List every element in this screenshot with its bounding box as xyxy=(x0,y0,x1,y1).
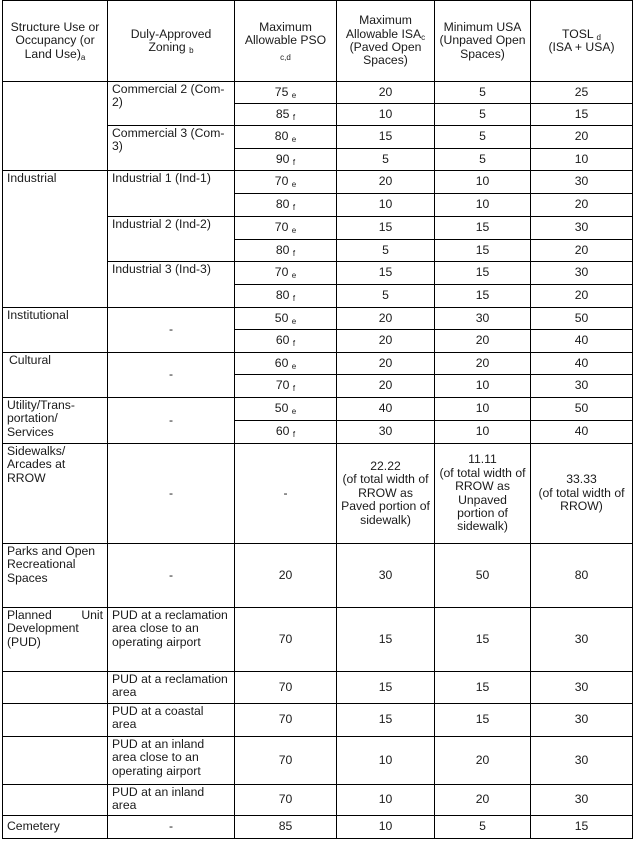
tosl-cell: 15 xyxy=(531,104,633,126)
pso-cell: 70 $_e$ xyxy=(235,171,337,194)
tosl-cell: 30 xyxy=(531,217,633,240)
isa-cell: 30 xyxy=(337,421,435,444)
pso-cell: 70 xyxy=(235,608,337,672)
isa-cell: 20 xyxy=(337,353,435,375)
usa-cell: 50 xyxy=(435,544,531,608)
use-cell-empty xyxy=(3,785,108,816)
isa-cell: 10 xyxy=(337,194,435,217)
open-space-requirements-table xyxy=(2,0,633,839)
pso-cell: 50 $_e$ xyxy=(235,398,337,421)
usa-cell: 15 xyxy=(435,608,531,672)
use-cell: Cultural xyxy=(3,353,108,398)
usa-cell: 5 xyxy=(435,126,531,149)
tosl-cell: 20 xyxy=(531,240,633,262)
pso-cell: 60 $_e$ xyxy=(235,353,337,375)
isa-cell: 15 xyxy=(337,217,435,240)
pso-cell: 75 $_e$ xyxy=(235,82,337,104)
usa-cell: 5 xyxy=(435,82,531,104)
pso-cell: 70 xyxy=(235,704,337,737)
zoning-cell: PUD at an inland area xyxy=(108,785,235,816)
pso-cell: 60 $_f$ xyxy=(235,421,337,444)
isa-cell: 5 xyxy=(337,240,435,262)
tosl-cell: 50 xyxy=(531,308,633,330)
isa-cell: 20 xyxy=(337,375,435,398)
tosl-cell: 30 xyxy=(531,608,633,672)
header-pso: Maximum Allowable PSO $_{c,d}$ xyxy=(235,1,337,82)
table-row xyxy=(3,171,633,194)
usa-cell: 10 xyxy=(435,398,531,421)
header-row xyxy=(3,1,633,82)
usa-cell: 11.11 (of total width of RROW as Unpaved portion of sidewalk) xyxy=(435,444,531,544)
tosl-cell: 80 xyxy=(531,544,633,608)
tosl-cell: 30 xyxy=(531,672,633,704)
table-row xyxy=(3,608,633,672)
usa-cell: 15 xyxy=(435,262,531,285)
pso-cell: 70 $_e$ xyxy=(235,217,337,240)
tosl-cell: 15 xyxy=(531,816,633,839)
pso-cell: 80 $_e$ xyxy=(235,126,337,149)
use-cell: Planned Unit Development (PUD) xyxy=(3,608,108,672)
usa-cell: 5 xyxy=(435,149,531,171)
zoning-cell: - xyxy=(108,398,235,444)
usa-cell: 20 xyxy=(435,330,531,353)
isa-cell: 5 xyxy=(337,149,435,171)
table-row xyxy=(3,544,633,608)
isa-cell: 22.22 (of total width of RROW as Paved portion of sidewalk) xyxy=(337,444,435,544)
tosl-cell: 30 xyxy=(531,704,633,737)
zoning-cell: PUD at an inland area close to an operating airport xyxy=(108,737,235,785)
table-row xyxy=(3,308,633,330)
pso-cell: 70 $_f$ xyxy=(235,375,337,398)
tosl-cell: 30 xyxy=(531,262,633,285)
isa-cell: 15 xyxy=(337,608,435,672)
table-row xyxy=(3,672,633,704)
pso-cell: 90 $_f$ xyxy=(235,149,337,171)
use-cell: Parks and Open Recreational Spaces xyxy=(3,544,108,608)
pso-cell: 20 xyxy=(235,544,337,608)
isa-cell: 15 xyxy=(337,262,435,285)
isa-cell: 10 xyxy=(337,816,435,839)
zoning-cell: PUD at a reclamation area xyxy=(108,672,235,704)
isa-cell: 30 xyxy=(337,544,435,608)
tosl-cell: 40 xyxy=(531,421,633,444)
zoning-cell: - xyxy=(108,308,235,353)
tosl-cell: 10 xyxy=(531,149,633,171)
isa-cell: 20 xyxy=(337,308,435,330)
usa-cell: 10 xyxy=(435,171,531,194)
table-row xyxy=(3,353,633,375)
use-cell-empty xyxy=(3,704,108,737)
isa-cell: 15 xyxy=(337,672,435,704)
header-usa: Minimum USA (Unpaved Open Spaces) xyxy=(435,1,531,82)
use-cell: Industrial xyxy=(3,171,108,308)
tosl-cell: 30 xyxy=(531,737,633,785)
usa-cell: 15 xyxy=(435,217,531,240)
usa-cell: 10 xyxy=(435,194,531,217)
usa-cell: 15 xyxy=(435,285,531,308)
isa-cell: 15 xyxy=(337,704,435,737)
tosl-cell: 40 xyxy=(531,353,633,375)
use-cell: Institutional xyxy=(3,308,108,353)
zoning-cell: - xyxy=(108,544,235,608)
usa-cell: 10 xyxy=(435,421,531,444)
table-row xyxy=(3,816,633,839)
pso-cell: 80 $_f$ xyxy=(235,285,337,308)
pso-cell: 70 xyxy=(235,737,337,785)
usa-cell: 30 xyxy=(435,308,531,330)
tosl-cell: 25 xyxy=(531,82,633,104)
header-structure-use: Structure Use or Occupancy (or Land $Use)_a$ xyxy=(3,1,108,82)
usa-cell: 5 xyxy=(435,104,531,126)
isa-cell: 40 xyxy=(337,398,435,421)
table-row xyxy=(3,398,633,421)
zoning-cell: Commercial 2 (Com-2) xyxy=(108,82,235,126)
zoning-cell: - xyxy=(108,444,235,544)
pso-cell: - xyxy=(235,444,337,544)
tosl-cell: 20 xyxy=(531,194,633,217)
table-row xyxy=(3,737,633,785)
usa-cell: 20 xyxy=(435,353,531,375)
tosl-cell: 30 xyxy=(531,171,633,194)
pso-cell: 70 $_e$ xyxy=(235,262,337,285)
usa-cell: 20 xyxy=(435,737,531,785)
table-row xyxy=(3,704,633,737)
zoning-cell: - xyxy=(108,816,235,839)
tosl-cell: 33.33 (of total width of RROW) xyxy=(531,444,633,544)
header-tosl: TOSL $_d$ (ISA + USA) xyxy=(531,1,633,82)
use-cell-commercial xyxy=(3,82,108,171)
isa-cell: 20 xyxy=(337,171,435,194)
isa-cell: 10 xyxy=(337,737,435,785)
use-cell-empty xyxy=(3,737,108,785)
tosl-cell: 30 xyxy=(531,785,633,816)
tosl-cell: 50 xyxy=(531,398,633,421)
tosl-cell: 20 xyxy=(531,285,633,308)
pso-cell: 85 xyxy=(235,816,337,839)
pso-cell: 50 $_e$ xyxy=(235,308,337,330)
tosl-cell: 20 xyxy=(531,126,633,149)
zoning-cell: PUD at a reclamation area close to an operating airport xyxy=(108,608,235,672)
tosl-cell: 40 xyxy=(531,330,633,353)
usa-cell: 15 xyxy=(435,240,531,262)
header-zoning: Duly-Approved Zoning $_b$ xyxy=(108,1,235,82)
use-cell-empty xyxy=(3,672,108,704)
usa-cell: 15 xyxy=(435,704,531,737)
zoning-cell: Commercial 3 (Com-3) xyxy=(108,126,235,171)
pso-cell: 80 $_f$ xyxy=(235,194,337,217)
pso-cell: 85 $_f$ xyxy=(235,104,337,126)
isa-cell: 10 xyxy=(337,785,435,816)
pso-cell: 70 xyxy=(235,785,337,816)
tosl-cell: 30 xyxy=(531,375,633,398)
zoning-cell: - xyxy=(108,353,235,398)
isa-cell: 20 xyxy=(337,82,435,104)
use-cell: Sidewalks/ Arcades at RROW xyxy=(3,444,108,544)
pso-cell: 60 $_f$ xyxy=(235,330,337,353)
isa-cell: 20 xyxy=(337,330,435,353)
zoning-cell: Industrial 2 (Ind-2) xyxy=(108,217,235,262)
table-row xyxy=(3,444,633,544)
usa-cell: 5 xyxy=(435,816,531,839)
zoning-cell: Industrial 3 (Ind-3) xyxy=(108,262,235,308)
zoning-cell: PUD at a coastal area xyxy=(108,704,235,737)
usa-cell: 10 xyxy=(435,375,531,398)
table-row xyxy=(3,82,633,104)
isa-cell: 15 xyxy=(337,126,435,149)
use-cell: Utility/Trans-portation/ Services xyxy=(3,398,108,444)
usa-cell: 15 xyxy=(435,672,531,704)
use-cell: Cemetery xyxy=(3,816,108,839)
table-row xyxy=(3,785,633,816)
pso-cell: 80 $_f$ xyxy=(235,240,337,262)
isa-cell: 10 xyxy=(337,104,435,126)
pso-cell: 70 xyxy=(235,672,337,704)
usa-cell: 20 xyxy=(435,785,531,816)
isa-cell: 5 xyxy=(337,285,435,308)
zoning-cell: Industrial 1 (Ind-1) xyxy=(108,171,235,217)
header-isa: Maximum Allowable $ISA_c$ (Paved Open Spaces) xyxy=(337,1,435,82)
